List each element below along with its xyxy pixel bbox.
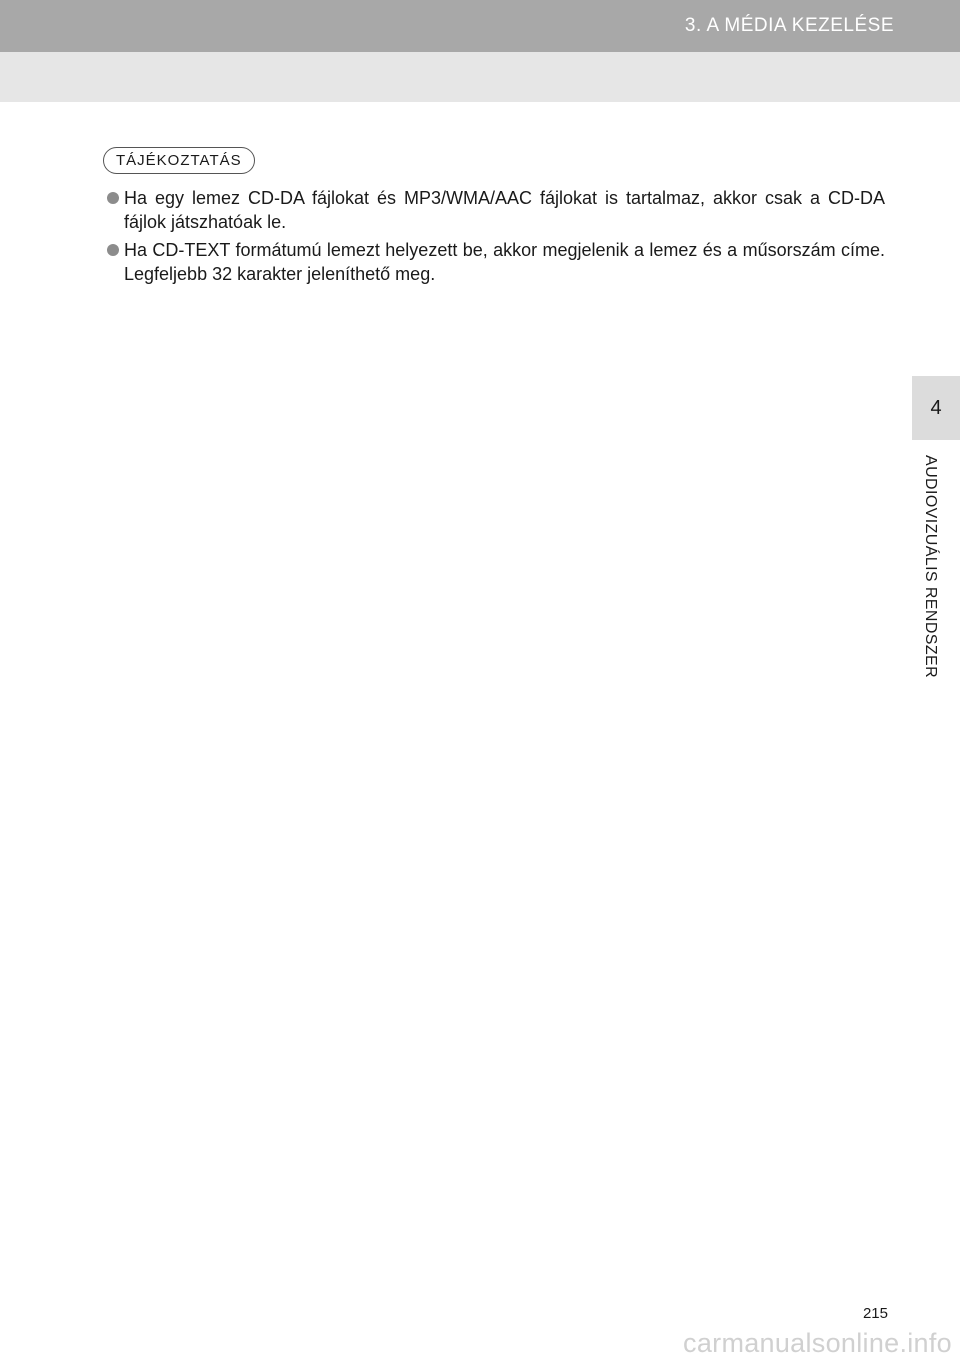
chapter-title: AUDIOVIZUÁLIS RENDSZER xyxy=(922,455,939,679)
list-item xyxy=(107,238,885,286)
note-text: Ha egy lemez CD-DA fájlokat és MP3/WMA/AAC fájlokat is tartalmaz, akkor csak a CD-DA fájlok játszhatóak le. xyxy=(124,188,885,232)
info-badge: TÁJÉKOZTATÁS xyxy=(103,147,255,174)
header-bar xyxy=(0,0,960,52)
bullet-icon xyxy=(107,244,119,256)
list-item xyxy=(107,186,885,234)
chapter-number: 4 xyxy=(930,396,942,419)
chapter-tab xyxy=(912,376,960,440)
info-notes-list xyxy=(107,186,885,290)
section-title: 3. A MÉDIA KEZELÉSE xyxy=(684,15,894,36)
watermark: carmanualsonline.info xyxy=(683,1328,952,1358)
page-number: 215 xyxy=(862,1305,888,1322)
note-text: Ha CD-TEXT formátumú lemezt helyezett be, akkor megjelenik a lemez és a műsorszám címe. Legfeljebb 32 karakter jeleníthető meg. xyxy=(124,240,885,284)
header-band xyxy=(0,52,960,102)
bullet-icon xyxy=(107,192,119,204)
